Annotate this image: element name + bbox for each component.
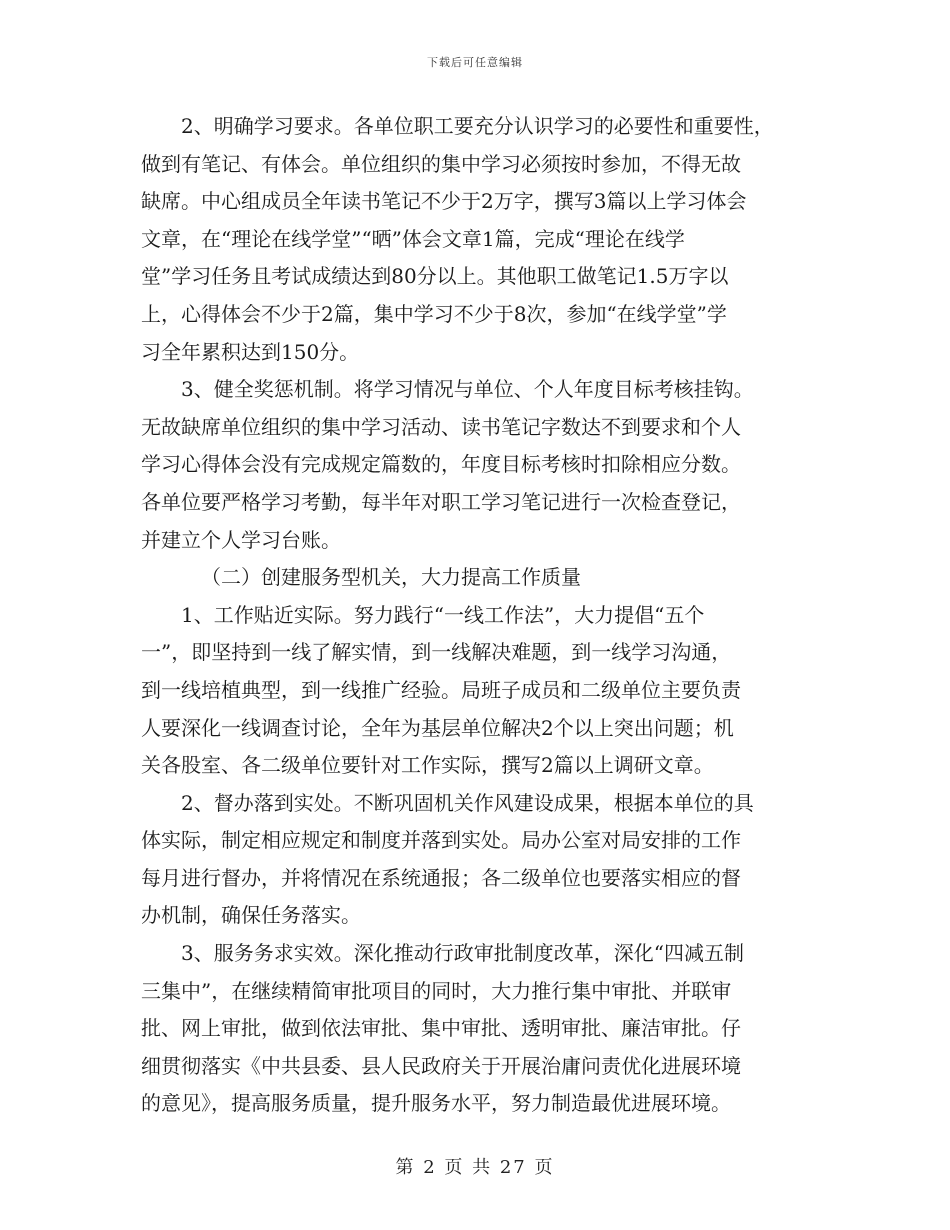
text-line: 三集中”，在继续精简审批项目的同时，大力推行集中审批、并联审: [141, 978, 732, 1003]
text-line: 习全年累积达到150分。: [141, 339, 360, 364]
text-line: 2、明确学习要求。各单位职工要充分认识学习的必要性和重要性，: [181, 114, 774, 138]
text-line: 2、督办落到实处。不断巩固机关作风建设成果，根据本单位的具: [181, 790, 754, 815]
text-line: 做到有笔记、有体会。单位组织的集中学习必须按时参加，不得无故: [141, 151, 741, 176]
text-line: 办机制，确保任务落实。: [141, 903, 361, 928]
text-line: 缺席。中心组成员全年读书笔记不少于2万字，撰写3篇以上学习体会: [141, 189, 747, 214]
text-line: 细贯彻落实《中共县委、县人民政府关于开展治庸问责优化进展环境: [141, 1053, 741, 1078]
text-line: 的意见》，提高服务质量，提升服务水平，努力制造最优进展环境。: [141, 1091, 731, 1116]
text-line: 3、健全奖惩机制。将学习情况与单位、个人年度目标考核挂钩。: [181, 377, 754, 402]
text-line: 无故缺席单位组织的集中学习活动、读书笔记字数达不到要求和个人: [141, 414, 741, 439]
text-line: 批、网上审批，做到依法审批、集中审批、透明审批、廉洁审批。仔: [141, 1016, 741, 1041]
text-line: 3、服务务求实效。深化推动行政审批制度改革，深化“四减五制: [181, 941, 744, 966]
section-heading: （二）创建服务型机关，大力提高工作质量: [201, 565, 581, 590]
document-body: [141, 108, 816, 1123]
text-line: 关各股室、各二级单位要针对工作实际，撰写2篇以上调研文章。: [141, 753, 714, 778]
text-line: 到一线培植典型，到一线推广经验。局班子成员和二级单位主要负责: [141, 677, 741, 702]
page-header: 下载后可任意编辑: [427, 56, 523, 69]
page-footer: 第 2 页 共 27 页: [395, 1157, 555, 1178]
text-line: 上，心得体会不少于2篇，集中学习不少于8次，参加“在线学堂”学: [141, 301, 727, 326]
text-line: 文章，在“理论在线学堂”“晒”体会文章1篇，完成“理论在线学: [141, 226, 685, 251]
text-line: 体实际，制定相应规定和制度并落到实处。局办公室对局安排的工作: [141, 828, 741, 853]
text-line: 每月进行督办，并将情况在系统通报；各二级单位也要落实相应的督: [141, 865, 741, 890]
text-line: 并建立个人学习台账。: [141, 527, 341, 552]
text-line: 学习心得体会没有完成规定篇数的，年度目标考核时扣除相应分数。: [141, 452, 741, 477]
text-line: 人要深化一线调查讨论，全年为基层单位解决2个以上突出问题；机: [141, 715, 734, 740]
text-line: 1、工作贴近实际。努力践行“一线工作法”，大力提倡“五个: [181, 602, 705, 627]
text-line: 一”，即坚持到一线了解实情，到一线解决难题，到一线学习沟通，: [141, 640, 732, 665]
text-line: 堂”学习任务且考试成绩达到80分以上。其他职工做笔记1.5万字以: [141, 264, 729, 289]
text-line: 各单位要严格学习考勤，每半年对职工学习笔记进行一次检查登记，: [141, 489, 741, 514]
